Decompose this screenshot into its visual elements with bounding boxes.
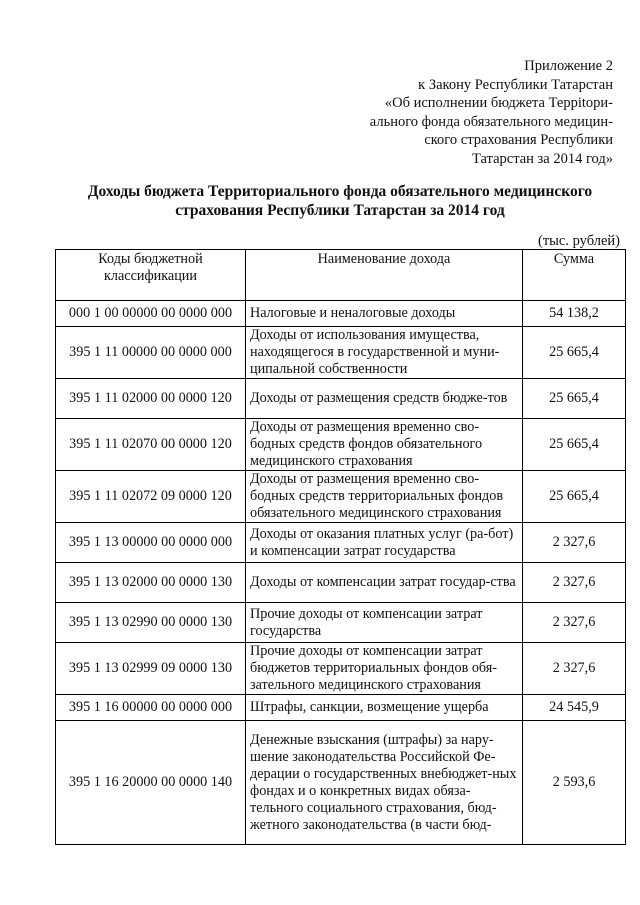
cell-name: Доходы от размещения средств бюдже-тов [246,379,523,419]
cell-sum: 2 327,6 [523,643,626,695]
cell-code: 395 1 11 02070 00 0000 120 [56,419,246,471]
cell-code: 000 1 00 00000 00 0000 000 [56,301,246,327]
cell-code: 395 1 11 02072 09 0000 120 [56,471,246,523]
table-row [56,695,626,721]
cell-code: 395 1 13 02990 00 0000 130 [56,603,246,643]
cell-code: 395 1 16 20000 00 0000 140 [56,721,246,845]
income-table [55,249,626,845]
cell-code: 395 1 13 02999 09 0000 130 [56,643,246,695]
table-row [56,523,626,563]
table-row [56,603,626,643]
cell-name: Штрафы, санкции, возмещение ущерба [246,695,523,721]
table-row [56,301,626,327]
header-code: Коды бюджетной классификации [56,250,246,301]
cell-name: Прочие доходы от компенсации затрат бюджетов территориальных фондов обя-зательного медицинского страхования [246,643,523,695]
appendix-line: Татарстан за 2014 год» [472,150,613,167]
cell-name: Доходы от размещения временно сво-бодных средств территориальных фондов обязательного медицинского страхования [246,471,523,523]
appendix-line: «Об исполнении бюджета Террitори- [384,95,613,111]
table-body [56,301,626,845]
cell-sum: 54 138,2 [523,301,626,327]
cell-name: Прочие доходы от компенсации затрат государства [246,603,523,643]
cell-name: Доходы от использования имущества, находящегося в государственной и муни-ципальной собственности [246,327,523,379]
table-row [56,721,626,845]
cell-code: 395 1 11 02000 00 0000 120 [56,379,246,419]
cell-code: 395 1 13 00000 00 0000 000 [56,523,246,563]
units-label: (тыс. рублей) [538,233,620,249]
cell-name: Налоговые и неналоговые доходы [246,301,523,327]
cell-sum: 2 327,6 [523,523,626,563]
document-title-line: страхования Республики Татарстан за 2014 год [175,202,505,219]
cell-code: 395 1 16 00000 00 0000 000 [56,695,246,721]
cell-sum: 25 665,4 [523,471,626,523]
cell-sum: 2 327,6 [523,563,626,603]
header-sum: Сумма [523,250,626,301]
cell-code: 395 1 11 00000 00 0000 000 [56,327,246,379]
table-row [56,419,626,471]
table-row [56,643,626,695]
cell-sum: 24 545,9 [523,695,626,721]
appendix-line: ального фонда обязательного медицин- [369,113,613,130]
cell-code: 395 1 13 02000 00 0000 130 [56,563,246,603]
table-row [56,471,626,523]
document-title [60,182,620,220]
cell-sum: 2 327,6 [523,603,626,643]
table-row [56,379,626,419]
appendix-line: ского страхования Республики [424,132,613,148]
appendix-note [313,57,613,168]
cell-sum: 25 665,4 [523,327,626,379]
document-title-line: Доходы бюджета Территориального фонда обязательного медицинского [87,183,593,200]
header-name: Наименование дохода [246,250,523,301]
cell-sum: 25 665,4 [523,379,626,419]
cell-name: Доходы от размещения временно сво-бодных средств фондов обязательного медицинского страхования [246,419,523,471]
table-row [56,563,626,603]
cell-name: Денежные взыскания (штрафы) за нару-шение законодательства Российской Фе-дерации о государственных внебюджет-ных фондах и о конкретных видах обяза-тельного социального страхования, бюд-жетного законодательства (в части бюд- [246,721,523,845]
cell-name: Доходы от оказания платных услуг (ра-бот) и компенсации затрат государства [246,523,523,563]
cell-sum: 25 665,4 [523,419,626,471]
table-row [56,327,626,379]
table-header-row [56,250,626,301]
appendix-line: к Закону Республики Татарстан [418,76,613,93]
cell-name: Доходы от компенсации затрат государ-ства [246,563,523,603]
cell-sum: 2 593,6 [523,721,626,845]
appendix-line: Приложение 2 [524,58,613,74]
